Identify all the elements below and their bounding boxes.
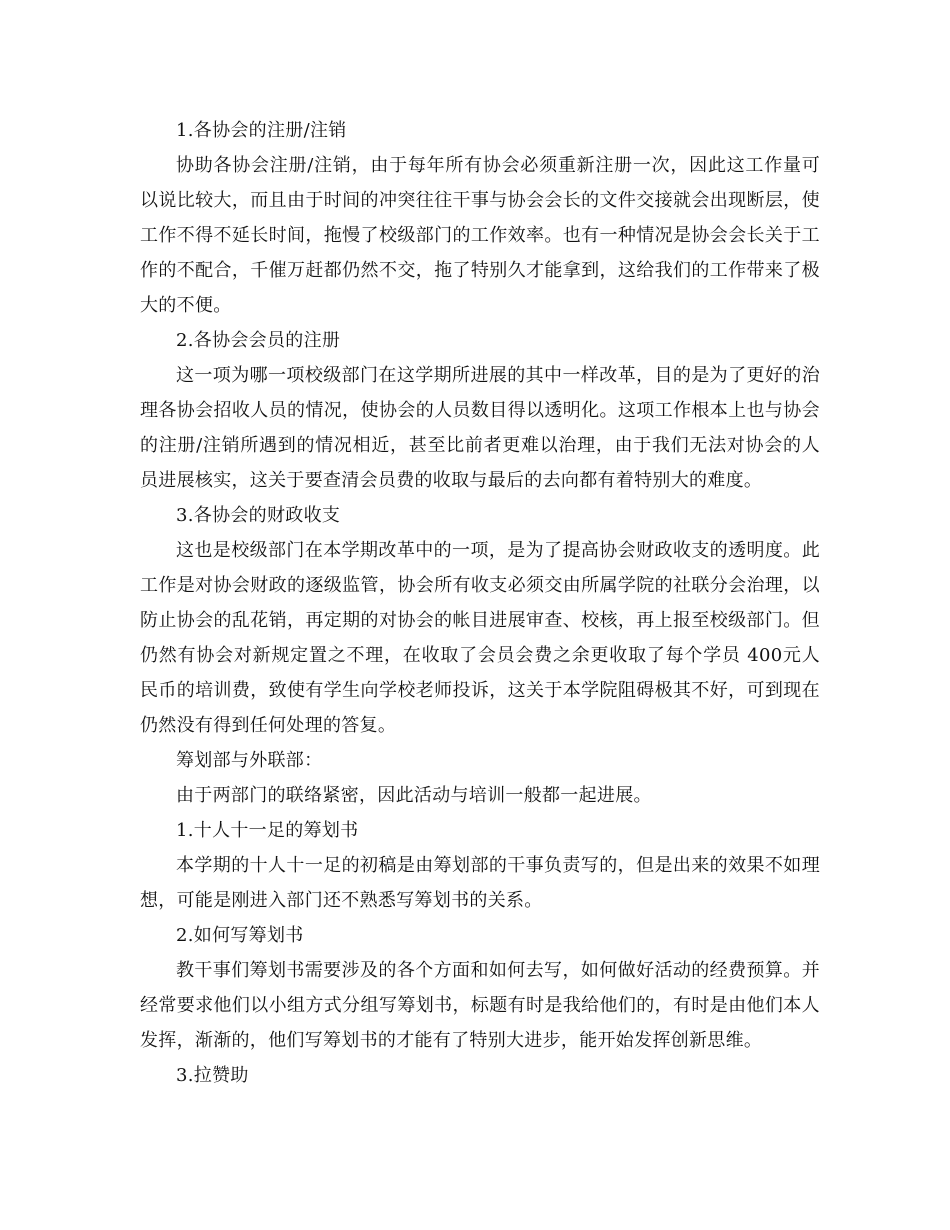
section-heading-registration: 1.各协会的注册/注销 [176,120,347,141]
section-heading-finance: 3.各协会的财政收支 [176,505,341,526]
document-body [140,113,820,1093]
paragraph-how-to-write: 教干事们筹划书需要涉及的各个方面和如何去写，如何做好活动的经费预算。并经常要求他们以小组方式分组写筹划书，标题有时是我给他们的，有时是由他们本人发挥，渐渐的，他们写筹划书的才能有了特别大进步，能开始发挥创新思维。 [140,960,820,1051]
section-heading-sponsorship: 3.拉赞助 [176,1065,249,1086]
section-heading-proposal: 1.十人十一足的筹划书 [176,820,359,841]
section-heading-how-to-write: 2.如何写筹划书 [176,925,304,946]
paragraph-proposal: 本学期的十人十一足的初稿是由筹划部的干事负责写的，但是出来的效果不如理想，可能是刚进入部门还不熟悉写筹划书的关系。 [140,855,820,911]
section-heading-member-registration: 2.各协会会员的注册 [176,330,341,351]
paragraph-planning-dept: 由于两部门的联络紧密，因此活动与培训一般都一起进展。 [176,785,652,806]
paragraph-finance: 这也是校级部门在本学期改革中的一项，是为了提高协会财政收支的透明度。此工作是对协会财政的逐级监管，协会所有收支必须交由所属学院的社联分会治理，以防止协会的乱花销，再定期的对协会的帐目进展审查、校核，再上报至校级部门。但仍然有协会对新规定置之不理，在收取了会员会费之余更收取了每个学员 400元人民币的培训费，致使有学生向学校老师投诉，这关于本学院阻碍极其不好，可到现在仍然没有得到任何处理的答复。 [140,540,820,736]
paragraph-registration: 协助各协会注册/注销，由于每年所有协会必须重新注册一次，因此这工作量可以说比较大，而且由于时间的冲突往往干事与协会会长的文件交接就会出现断层，使工作不得不延长时间，拖慢了校级部门的工作效率。也有一种情况是协会会长关于工作的不配合，千催万赶都仍然不交，拖了特别久才能拿到，这给我们的工作带来了极大的不便。 [140,155,820,316]
section-heading-planning-dept: 筹划部与外联部： [176,750,323,771]
paragraph-member-registration: 这一项为哪一项校级部门在这学期所进展的其中一样改革，目的是为了更好的治理各协会招收人员的情况，使协会的人员数目得以透明化。这项工作根本上也与协会的注册/注销所遇到的情况相近，甚至比前者更难以治理，由于我们无法对协会的人员进展核实，这关于要查清会员费的收取与最后的去向都有着特别大的难度。 [140,365,820,491]
